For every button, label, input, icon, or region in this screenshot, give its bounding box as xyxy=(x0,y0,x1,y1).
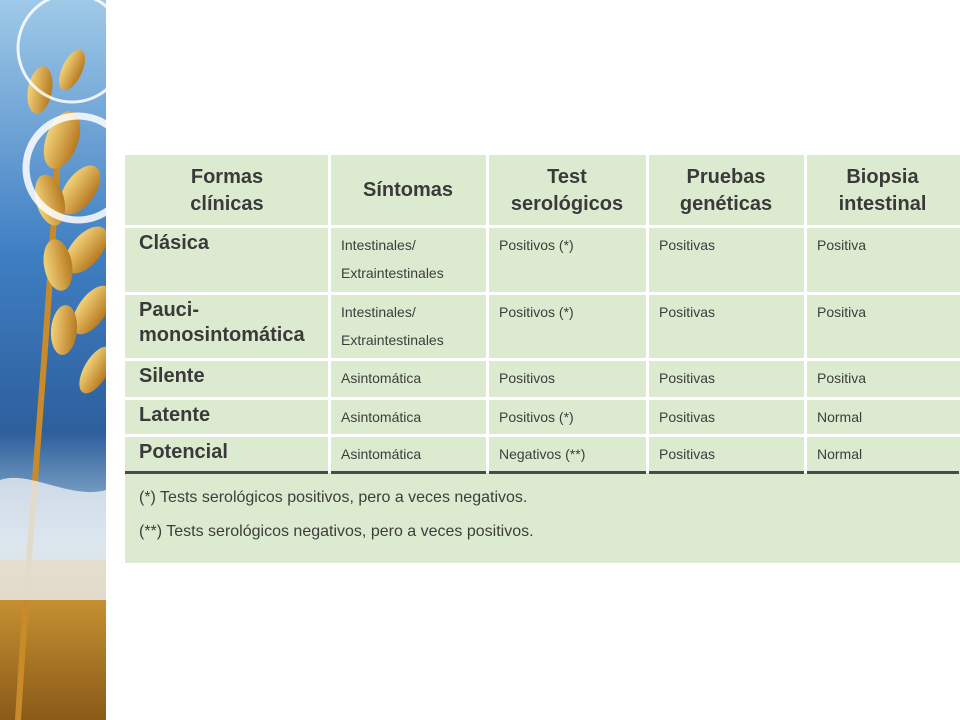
row-form-label xyxy=(125,359,329,398)
column-divider xyxy=(328,155,331,473)
table-cell xyxy=(805,226,960,293)
row-divider xyxy=(125,292,960,295)
footnote-2: (**) Tests serológicos negativos, pero a veces positivos. xyxy=(139,523,534,540)
celiac-forms-table xyxy=(125,155,960,563)
table-cell xyxy=(647,359,805,398)
table-footnotes xyxy=(139,481,939,549)
cell-line: Asintomática xyxy=(341,409,422,425)
column-divider xyxy=(486,155,489,473)
table-bottom-border xyxy=(489,471,646,474)
cell-line: Normal xyxy=(817,409,863,425)
header-sintomas xyxy=(329,155,487,226)
cell-line: Positiva xyxy=(817,370,867,386)
row-divider xyxy=(125,358,960,361)
sidebar-decoration xyxy=(0,0,106,720)
cell-line: Positivas xyxy=(659,370,716,386)
header-line: Formas xyxy=(190,165,264,188)
cell-line: Negativos (**) xyxy=(499,446,586,462)
header-label xyxy=(511,164,623,218)
row-form-label xyxy=(125,293,329,359)
header-biopsia-intestinal xyxy=(805,155,960,226)
table-cell xyxy=(329,398,487,435)
table-cell xyxy=(647,293,805,359)
cell-line: Potencial xyxy=(139,441,228,463)
table-cell xyxy=(647,226,805,293)
row-form-label xyxy=(125,226,329,293)
cell-line: Positivos xyxy=(499,370,556,386)
table-bottom-border xyxy=(807,471,959,474)
cell-line: Extraintestinales xyxy=(341,265,444,281)
header-line: clínicas xyxy=(190,192,264,215)
cell-line: Positivas xyxy=(659,237,716,253)
cell-line: Extraintestinales xyxy=(341,332,444,348)
header-label xyxy=(839,164,927,218)
wheat-field-image xyxy=(0,0,106,720)
table-cell xyxy=(329,293,487,359)
table-cell xyxy=(487,226,647,293)
header-line: Biopsia xyxy=(846,165,919,188)
header-line: serológicos xyxy=(510,192,624,215)
cell-line: Positiva xyxy=(817,304,867,320)
header-formas-clinicas xyxy=(125,155,329,226)
table-cell xyxy=(647,435,805,473)
header-line: Síntomas xyxy=(362,179,454,201)
cell-line: Intestinales/ xyxy=(341,304,416,320)
cell-line: Intestinales/ xyxy=(341,237,416,253)
row-form-label xyxy=(125,398,329,435)
cell-line: monosintomática xyxy=(139,324,305,346)
header-label xyxy=(680,164,772,218)
table-cell xyxy=(329,359,487,398)
table-cell xyxy=(487,435,647,473)
cell-line: Pauci- xyxy=(139,299,200,321)
cell-line: Asintomática xyxy=(341,446,422,462)
table-cell xyxy=(647,398,805,435)
cell-line: Positivas xyxy=(659,304,716,320)
header-pruebas-geneticas xyxy=(647,155,805,226)
cell-line: Positivos (*) xyxy=(499,237,574,253)
cell-line: Positiva xyxy=(817,237,867,253)
header-label xyxy=(190,164,263,218)
table-cell xyxy=(329,226,487,293)
header-label xyxy=(363,177,453,204)
table-cell xyxy=(805,435,960,473)
table-bottom-border xyxy=(331,471,486,474)
footnote-1: (*) Tests serológicos positivos, pero a veces negativos. xyxy=(139,489,528,506)
row-divider xyxy=(125,397,960,400)
cell-line: Latente xyxy=(139,404,211,426)
table-cell xyxy=(487,293,647,359)
row-form-label xyxy=(125,435,329,473)
cell-line: Silente xyxy=(139,365,205,387)
table-cell xyxy=(805,398,960,435)
header-test-serologicos xyxy=(487,155,647,226)
cell-line: Normal xyxy=(817,446,863,462)
cell-line: Asintomática xyxy=(341,370,422,386)
table-cell xyxy=(329,435,487,473)
cell-line: Positivos (*) xyxy=(499,409,574,425)
cell-line: Positivos (*) xyxy=(499,304,574,320)
table-cell xyxy=(487,359,647,398)
table-bottom-border xyxy=(649,471,804,474)
header-line: Test xyxy=(547,165,587,188)
table-bottom-border xyxy=(125,471,328,474)
row-divider xyxy=(125,225,960,228)
column-divider xyxy=(646,155,649,473)
cell-line: Positivas xyxy=(659,446,716,462)
header-line: Pruebas xyxy=(686,165,766,188)
column-divider xyxy=(804,155,807,473)
cell-line: Clásica xyxy=(139,232,210,254)
table-cell xyxy=(487,398,647,435)
header-line: intestinal xyxy=(838,192,927,215)
table-cell xyxy=(805,359,960,398)
cell-line: Positivas xyxy=(659,409,716,425)
row-divider xyxy=(125,434,960,437)
header-line: genéticas xyxy=(679,192,773,215)
table-cell xyxy=(805,293,960,359)
